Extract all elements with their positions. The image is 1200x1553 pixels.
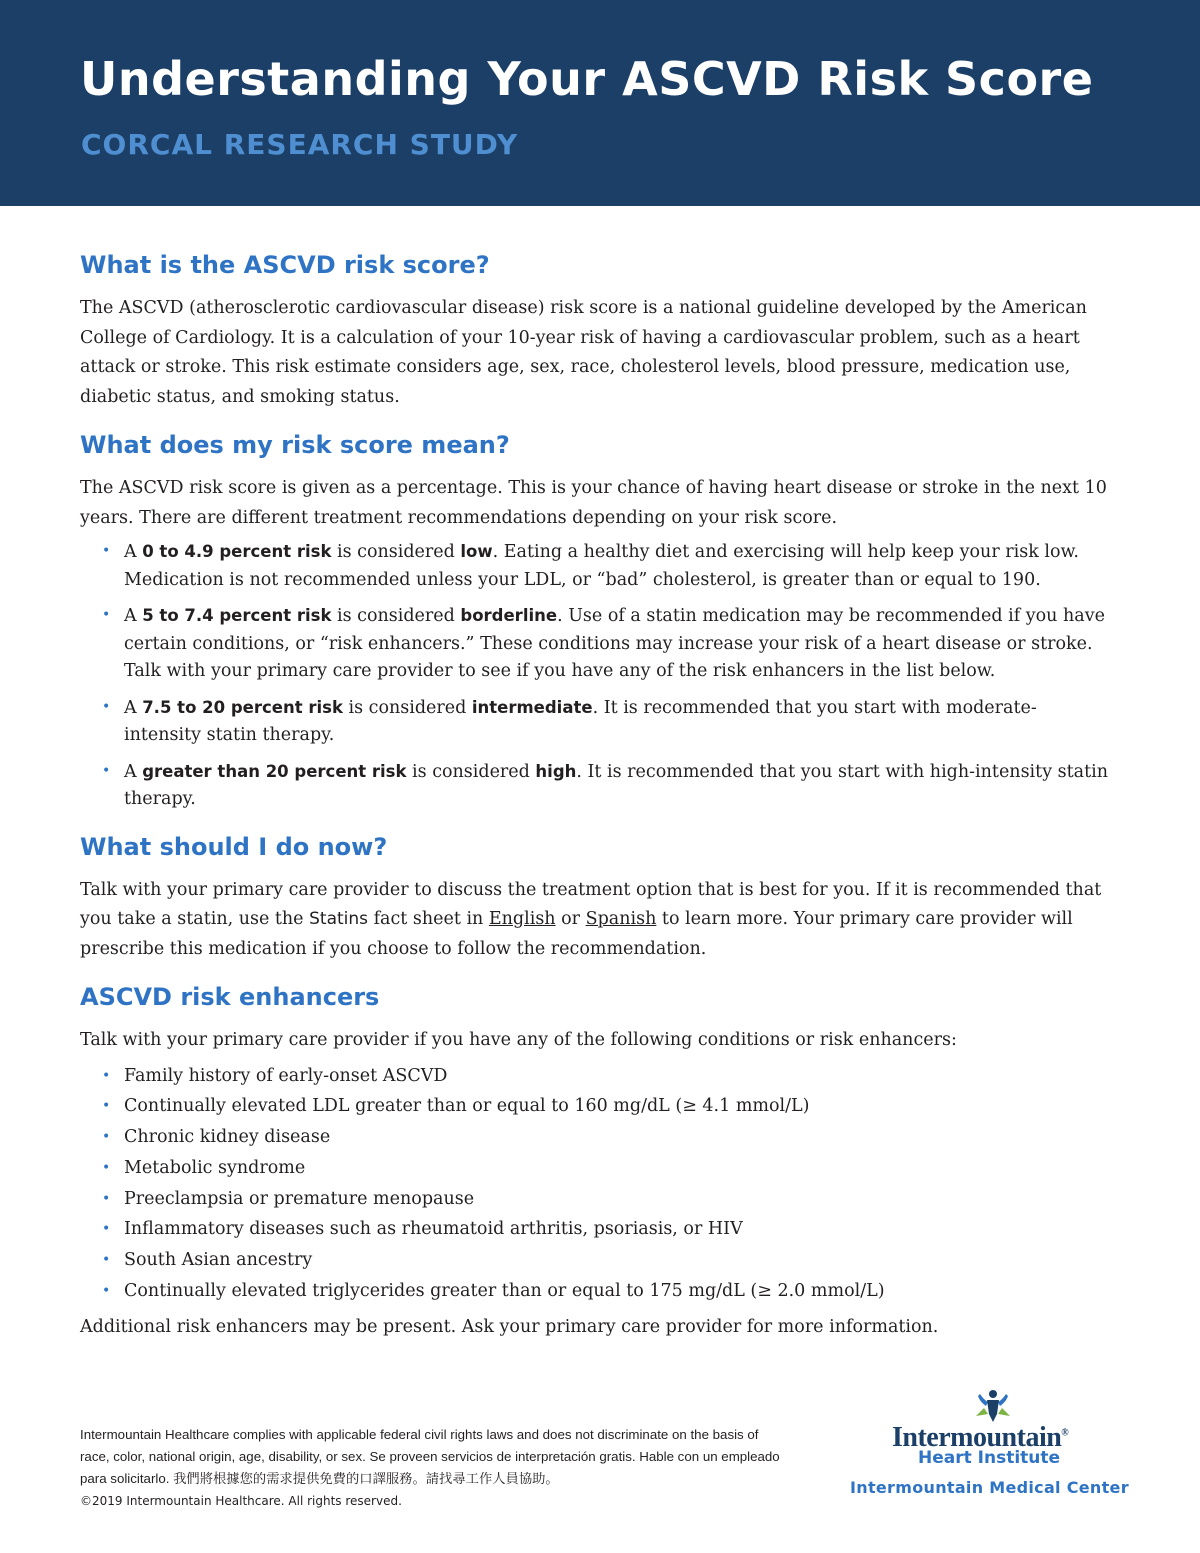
header-banner xyxy=(0,0,1200,206)
what-is-body: The ASCVD (atherosclerotic cardiovascular disease) risk score is a national guideline developed by the American College of Cardiology. It is a calculation of your 10-year risk of having a cardiovascular problem, such as a heart attack or stroke. This risk estimate considers age, sex, race, cholesterol levels, blood pressure, medication use, diabetic status, and smoking status. xyxy=(80,298,1087,407)
link-spanish[interactable]: Spanish xyxy=(585,909,657,929)
main-content xyxy=(80,248,1110,1358)
what-now-body: Talk with your primary care provider to discuss the treatment option that is best for you. If it is recommended that you take a statin, use the Statins fact sheet in English or Spanish to learn more. Your primary care provider will prescribe this medication if you choose to follow the recommendation. xyxy=(80,879,1102,959)
section-what-now xyxy=(80,830,1110,965)
bullet-icon: • xyxy=(102,607,111,623)
risk-item-high: • A greater than 20 percent risk is considered high. It is recommended that you start with high-intensity statin therapy. xyxy=(80,758,1110,814)
bullet-icon: • xyxy=(102,698,111,715)
bullet-icon: • xyxy=(102,762,111,779)
page-title: Understanding Your ASCVD Risk Score xyxy=(80,52,1094,106)
logo-name: Intermountain® xyxy=(892,1422,1069,1453)
risk-item-intermediate: • A 7.5 to 20 percent risk is considered intermediate. It is recommended that you start with moderate-intensity statin therapy. xyxy=(80,694,1110,750)
bullet-icon: • xyxy=(102,1190,111,1207)
bullet-icon: • xyxy=(102,1067,111,1084)
bullet-icon: • xyxy=(102,543,111,559)
logo-medical-center: Intermountain Medical Center xyxy=(850,1478,1129,1497)
heading-enhancers: ASCVD risk enhancers xyxy=(80,983,380,1011)
section-enhancers xyxy=(80,980,1110,1342)
logo-institute: Heart Institute xyxy=(918,1448,1061,1468)
bullet-icon: • xyxy=(102,1221,111,1238)
list-item: • South Asian ancestry xyxy=(80,1245,1110,1276)
enhancers-intro: Talk with your primary care provider if you have any of the following conditions or risk enhancers: xyxy=(80,1030,957,1050)
bullet-icon: • xyxy=(102,1159,111,1176)
enhancers-outro: Additional risk enhancers may be present. Ask your primary care provider for more information. xyxy=(80,1316,939,1337)
list-item: • Continually elevated triglycerides greater than or equal to 175 mg/dL (≥ 2.0 mmol/L) xyxy=(80,1276,1110,1307)
bullet-icon: • xyxy=(102,1098,111,1115)
heading-what-now: What should I do now? xyxy=(80,832,388,861)
bullet-icon: • xyxy=(102,1129,111,1146)
enhancers-list xyxy=(80,1061,1110,1307)
list-item: • Preeclampsia or premature menopause xyxy=(80,1184,1110,1215)
heart-institute-figure-icon xyxy=(970,1386,1016,1426)
list-item: • Inflammatory diseases such as rheumatoid arthritis, psoriasis, or HIV xyxy=(80,1214,1110,1245)
list-item: • Family history of early-onset ASCVD xyxy=(80,1061,1110,1092)
link-english[interactable]: English xyxy=(488,909,556,929)
list-item: • Chronic kidney disease xyxy=(80,1122,1110,1153)
nondiscrimination-notice: Intermountain Healthcare complies with applicable federal civil rights laws and does not discriminate on the basis of race, color, national origin, age, disability, or sex. Se proveen servicios de interpretación gratis. Hable con un empleado para solicitarlo. 我們將根據您的需求提供免費的口譯服務。請找尋工作人員協助。 xyxy=(80,1427,780,1486)
copyright: ©2019 Intermountain Healthcare. All rights reserved. xyxy=(80,1494,402,1508)
list-item: • Continually elevated LDL greater than or equal to 160 mg/dL (≥ 4.1 mmol/L) xyxy=(80,1091,1110,1122)
bullet-icon: • xyxy=(102,1283,111,1300)
section-what-is xyxy=(80,248,1110,412)
section-meaning xyxy=(80,428,1110,814)
page-subtitle: CORCAL RESEARCH STUDY xyxy=(81,128,519,161)
meaning-intro: The ASCVD risk score is given as a percentage. This is your chance of having heart disease or stroke in the next 10 years. There are different treatment recommendations depending on your risk score. xyxy=(80,478,1107,528)
list-item: • Metabolic syndrome xyxy=(80,1153,1110,1184)
heading-meaning: What does my risk score mean? xyxy=(80,431,510,459)
risk-item-low: • A 0 to 4.9 percent risk is considered low. Eating a healthy diet and exercising will help keep your risk low. Medication is not recommended unless your LDL, or “bad” cholesterol, is greater than or equal to 190. xyxy=(80,538,1110,594)
risk-level-list xyxy=(80,538,1110,814)
bullet-icon: • xyxy=(102,1252,111,1269)
risk-item-borderline: • A 5 to 7.4 percent risk is considered borderline. Use of a statin medication may be recommended if you have certain conditions, or “risk enhancers.” These conditions may increase your risk of a heart disease or stroke. Talk with your primary care provider to see if you have any of the risk enhancers in the list below. xyxy=(80,602,1110,686)
intermountain-logo xyxy=(840,1382,1140,1502)
heading-what-is: What is the ASCVD risk score? xyxy=(80,251,490,279)
